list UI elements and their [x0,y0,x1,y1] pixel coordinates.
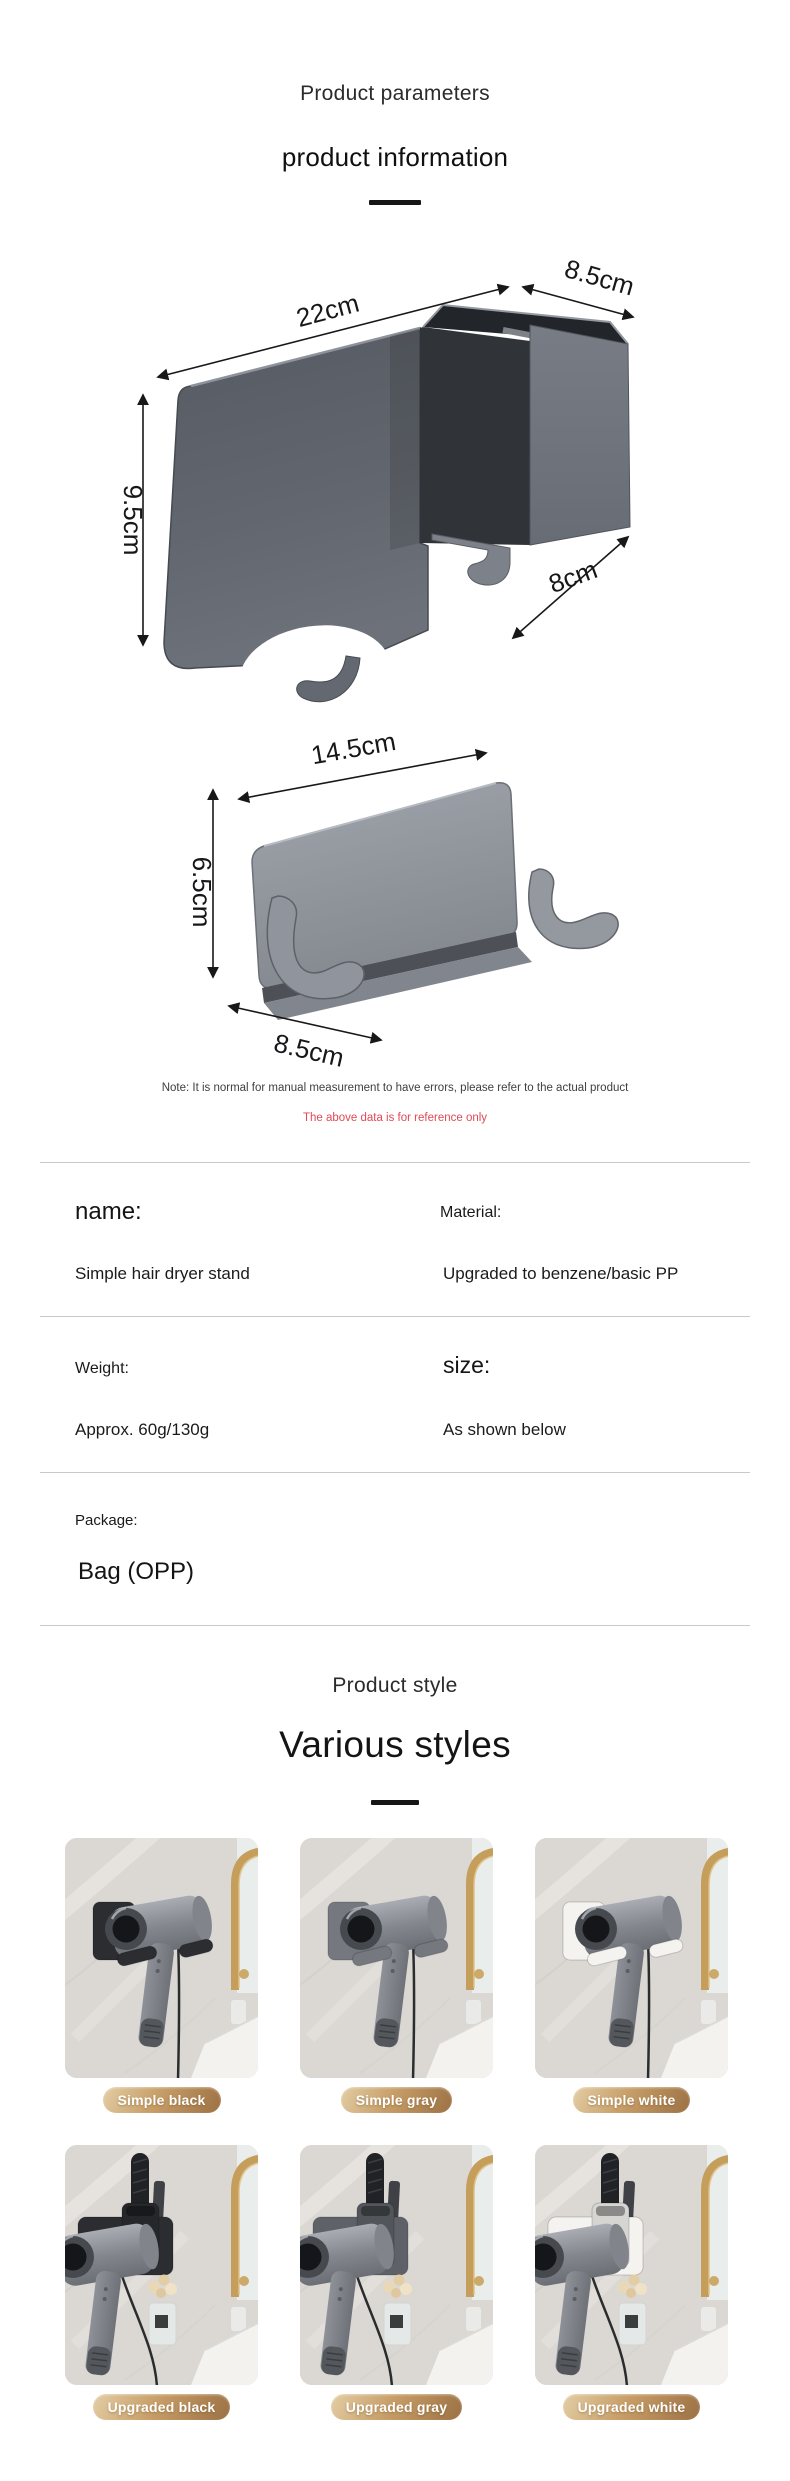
style-card-simple-gray [300,1838,493,2113]
spec-label-package: Package: [75,1512,138,1529]
style-label-badge: Simple gray [341,2087,453,2113]
spec-value-weight: Approx. 60g/130g [75,1420,210,1439]
spec-value-material: Upgraded to benzene/basic PP [443,1264,679,1283]
inner-corner-shadow [420,327,530,545]
spec-value-name: Simple hair dryer stand [75,1264,250,1283]
dimension-diagram-hook-holder [60,660,730,1080]
spec-value-package: Bag (OPP) [78,1558,195,1585]
section-eyebrow-style: Product style [332,1674,458,1697]
table-line [40,1162,750,1163]
style-photo [535,1838,728,2078]
style-label-badge: Upgraded gray [331,2394,462,2420]
style-label-badge: Upgraded white [563,2394,701,2420]
style-card-upgraded-white [535,2145,728,2420]
style-divider-bar [371,1800,419,1805]
dim-label-9-5cm: 9.5cm [118,484,148,556]
dim-label-22cm: 22cm [293,287,363,334]
style-card-simple-white [535,1838,728,2113]
spec-label-material: Material: [440,1204,502,1221]
spec-label-size: size: [443,1352,491,1378]
style-card-simple-black [65,1838,258,2113]
dim-label-6-5cm: 6.5cm [187,856,217,928]
style-photo [300,1838,493,2078]
reference-disclaimer: The above data is for reference only [302,1112,488,1124]
table-line [40,1625,750,1626]
dimension-diagram-storage-holder [60,190,730,710]
table-line [40,1316,750,1317]
measurement-note: Note: It is normal for manual measurement to have errors, please refer to the actual product [161,1082,629,1094]
style-label-badge: Simple black [103,2087,221,2113]
dim-label-8-5cm: 8.5cm [561,253,638,302]
style-label-badge: Simple white [573,2087,691,2113]
page-title-product-information: product information [281,142,509,172]
dim-label-8cm: 8cm [544,554,602,600]
section-eyebrow-parameters: Product parameters [300,82,490,105]
spec-label-weight: Weight: [75,1360,129,1377]
style-photo [65,1838,258,2078]
style-label-badge: Upgraded black [93,2394,231,2420]
dim-label-14-5cm: 14.5cm [308,725,399,771]
spec-label-name: name: [75,1198,142,1225]
style-card-upgraded-black [65,2145,258,2420]
section-title-various-styles: Various styles [279,1724,511,1765]
table-line [40,1472,750,1473]
style-photo [535,2145,728,2385]
spec-value-size: As shown below [443,1420,566,1439]
style-photo [300,2145,493,2385]
style-card-upgraded-gray [300,2145,493,2420]
dim-label2-8-5cm: 8.5cm [271,1027,347,1073]
holder2-right-hook [529,869,618,949]
style-photo [65,2145,258,2385]
holder-plate-shape [164,328,428,668]
storage-box-front [530,325,630,545]
